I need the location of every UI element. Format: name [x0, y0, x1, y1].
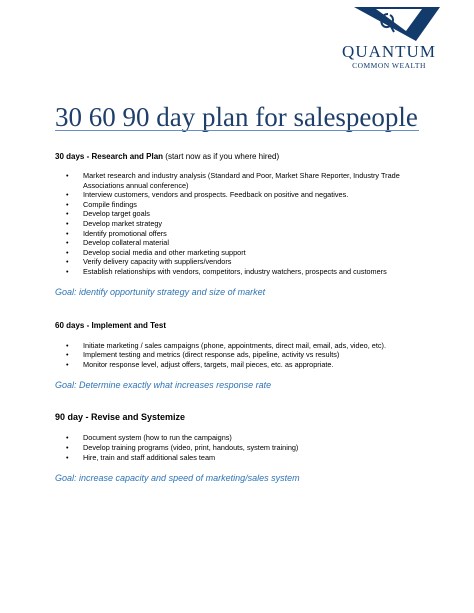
section-heading — [55, 320, 435, 331]
bullet-icon: • — [66, 452, 69, 462]
list-item: • Verify delivery capacity with suppliers/vendors — [66, 257, 232, 267]
list-item: • Document system (how to run the campaigns) — [66, 433, 232, 443]
bullet-icon: • — [66, 199, 69, 209]
list-item: • Hire, train and staff additional sales team — [66, 452, 216, 462]
bullet-icon: • — [66, 190, 69, 200]
bullet-icon: • — [66, 171, 69, 180]
task-list — [55, 433, 435, 462]
bullet-icon: • — [66, 266, 69, 276]
list-item: • Develop training programs (video, print, handouts, system training) — [66, 442, 299, 452]
section-90-days — [55, 412, 435, 484]
logo-wordmark: QUANTUM — [342, 42, 436, 61]
section-goal: Goal: identify opportunity strategy and size of market — [55, 286, 266, 297]
page-title: 30 60 90 day plan for salespeople — [55, 102, 418, 132]
list-item: • Identify promotional offers — [66, 228, 167, 238]
section-heading-bold: 30 days - Research and Plan — [55, 152, 164, 161]
bullet-icon: • — [66, 257, 69, 267]
logo-emblem-icon — [336, 6, 442, 42]
bullet-icon: • — [66, 218, 69, 228]
bullet-icon: • — [66, 228, 69, 238]
task-list — [55, 341, 435, 370]
section-heading-bold: 90 day - Revise and Systemize — [55, 412, 186, 423]
bullet-icon: • — [66, 209, 69, 219]
task-list — [55, 171, 435, 277]
section-60-days — [55, 320, 435, 392]
company-logo — [323, 6, 455, 74]
bullet-icon: • — [66, 442, 69, 452]
bullet-icon: • — [66, 359, 69, 369]
logo-tagline: COMMON WEALTH — [352, 61, 426, 70]
section-heading-note: (start now as if you where hired) — [163, 152, 280, 161]
section-goal: Goal: increase capacity and speed of marketing/sales system — [55, 473, 300, 484]
section-30-days — [55, 151, 435, 298]
list-item: • Develop collateral material — [66, 238, 169, 248]
bullet-icon: • — [66, 350, 69, 360]
list-item: • Market research and industry analysis (Standard and Poor, Market Share Reporter, Industry Trade Associations annual conference) — [66, 171, 400, 190]
list-item: • Develop target goals — [66, 209, 150, 219]
list-item: • Establish relationships with vendors, competitors, industry watchers, prospects and customers — [66, 266, 387, 276]
section-heading — [55, 412, 435, 423]
list-item: • Implement testing and metrics (direct response ads, pipeline, activity vs results) — [66, 350, 340, 360]
list-item: • Interview customers, vendors and prospects. Feedback on positive and negatives. — [66, 190, 349, 200]
list-item: • Monitor response level, adjust offers, targets, mail pieces, etc. as appropriate. — [66, 359, 334, 369]
section-goal: Goal: Determine exactly what increases response rate — [55, 380, 272, 391]
list-item: • Initiate marketing / sales campaigns (phone, appointments, direct mail, email, ads, video, etc). — [66, 340, 386, 350]
title-divider — [55, 130, 419, 131]
bullet-icon: • — [66, 247, 69, 257]
list-item: • Develop market strategy — [66, 218, 163, 228]
list-item: • Develop social media and other marketing support — [66, 247, 246, 257]
bullet-icon: • — [66, 433, 69, 443]
plan-content — [55, 151, 435, 484]
bullet-icon: • — [66, 340, 69, 350]
bullet-icon: • — [66, 238, 69, 248]
section-heading — [55, 151, 435, 162]
section-heading-bold: 60 days - Implement and Test — [55, 320, 166, 330]
list-item: • Compile findings — [66, 199, 137, 209]
